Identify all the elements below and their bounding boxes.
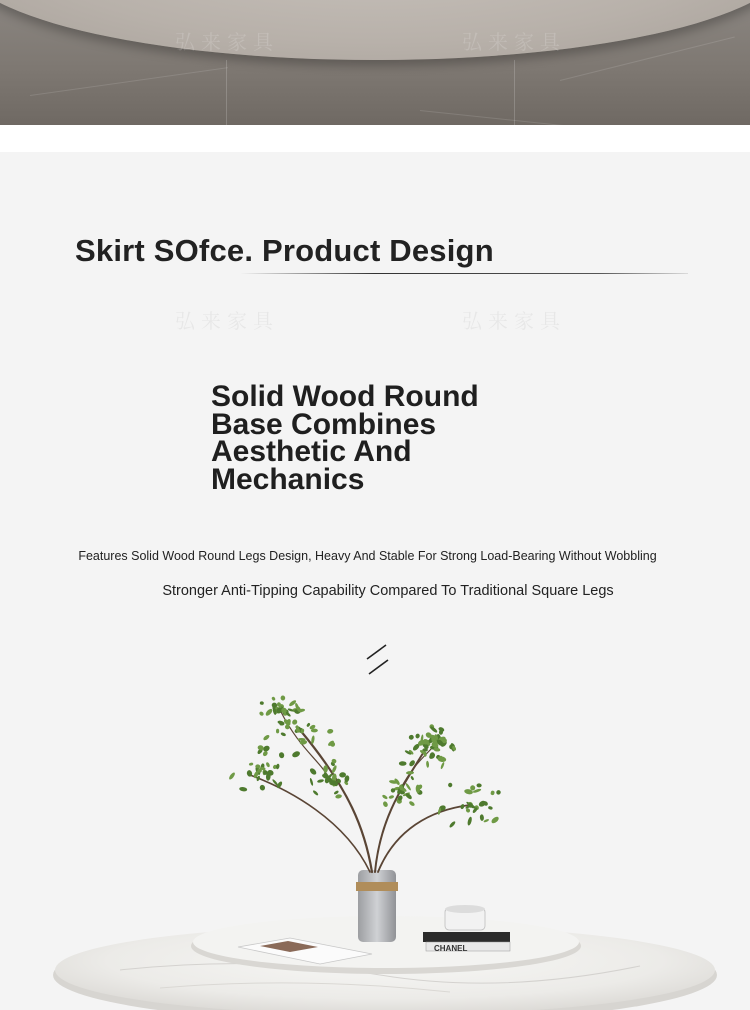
leaf — [329, 741, 336, 748]
header-photo — [0, 0, 750, 125]
leaf — [239, 787, 248, 792]
title-underline — [240, 273, 688, 274]
product-photo — [0, 670, 750, 1010]
leaf — [488, 806, 493, 811]
leaf — [449, 820, 457, 828]
leaf — [490, 790, 495, 795]
leaf — [309, 767, 318, 776]
leaf — [333, 790, 339, 795]
section-divider — [0, 125, 750, 152]
floor-seam — [226, 60, 227, 125]
leaf — [476, 783, 481, 787]
leaf — [259, 711, 265, 717]
leaf — [306, 722, 311, 727]
leaf — [228, 772, 236, 781]
headline-line: Base Combines — [211, 407, 437, 441]
floor-seam — [514, 60, 515, 125]
leaf — [426, 761, 429, 768]
feature-subdescription: Stronger Anti-Tipping Capability Compared To Traditional Square Legs — [162, 583, 614, 599]
headline-line: Solid Wood Round — [211, 380, 479, 413]
leaf — [410, 776, 414, 781]
leaf — [408, 800, 415, 807]
watermark: 弘来家具 — [462, 309, 566, 333]
book-label: CHANEL — [434, 944, 468, 953]
leaf — [309, 778, 314, 786]
leaf — [275, 763, 279, 769]
floor-vein — [420, 110, 679, 125]
leaf — [408, 734, 414, 740]
leaf — [467, 816, 473, 826]
section-title: Skirt SOfce. Product Design — [75, 233, 494, 268]
leaf — [317, 779, 324, 783]
leaf — [271, 696, 276, 701]
leaf — [327, 728, 334, 734]
watermark: 弘来家具 — [462, 30, 566, 54]
headline-line: Mechanics — [211, 462, 365, 496]
leaf — [495, 789, 501, 795]
plant-leaves — [228, 695, 502, 828]
leaf — [335, 794, 342, 799]
leaf — [339, 772, 346, 778]
floor-vein — [30, 67, 228, 96]
leaf — [265, 762, 270, 768]
leaf — [312, 790, 319, 797]
leaf — [490, 816, 500, 825]
leaf — [280, 695, 285, 701]
leaf — [262, 750, 269, 757]
leaf — [265, 708, 274, 717]
rug — [0, 0, 750, 60]
leaf — [415, 733, 421, 739]
leaf — [382, 801, 389, 808]
glass-vase — [356, 870, 398, 942]
leaf — [291, 750, 301, 758]
leaf — [480, 814, 485, 821]
feature-headline — [211, 380, 531, 496]
watermark: 弘来家具 — [175, 30, 279, 54]
leaf — [388, 795, 394, 800]
leaf — [278, 752, 285, 759]
leaf — [460, 804, 465, 810]
leaf — [280, 732, 286, 737]
leaf — [483, 818, 489, 823]
feature-description: Features Solid Wood Round Legs Design, Heavy And Stable For Strong Load-Bearing Without Wobbling — [78, 549, 657, 563]
leaf — [382, 794, 389, 800]
leaf — [262, 734, 270, 741]
leaf — [257, 745, 264, 752]
watermark: 弘来家具 — [175, 309, 279, 333]
leaf — [276, 729, 279, 734]
leaf — [440, 762, 445, 770]
leaf — [249, 762, 254, 766]
leaf — [259, 784, 266, 791]
headline-line: Aesthetic And — [211, 435, 412, 468]
leaf — [448, 782, 453, 787]
leaf — [291, 718, 298, 725]
leaf — [399, 761, 407, 766]
leaf — [298, 738, 306, 741]
leaf — [260, 701, 265, 705]
